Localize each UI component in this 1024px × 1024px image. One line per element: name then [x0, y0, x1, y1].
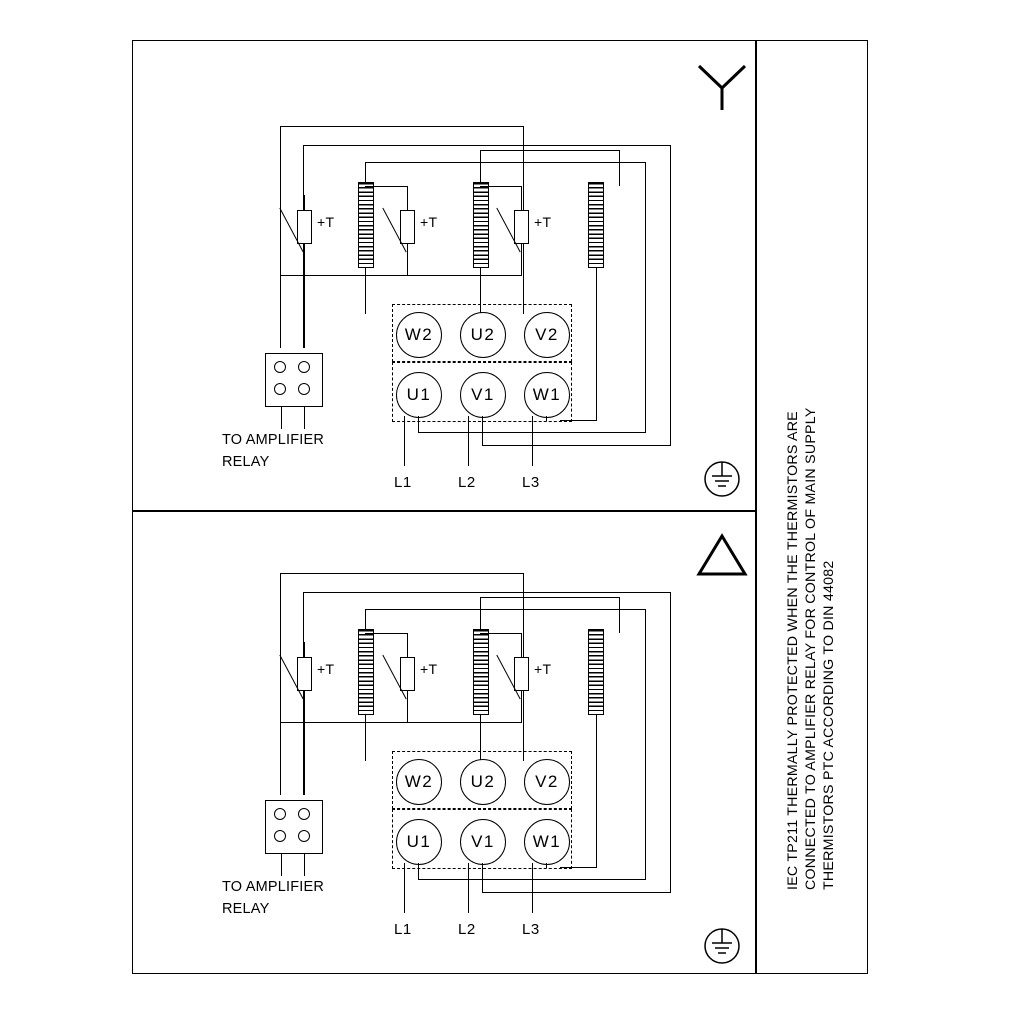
wire-top-outer-1 [280, 573, 524, 574]
thermistor-2 [400, 657, 415, 691]
wire-top-inner-1-v2 [645, 162, 646, 432]
wire-top-inner-1-v2 [645, 609, 646, 879]
connector-dot-2 [298, 361, 310, 373]
thermistor-3-bot-h [408, 722, 522, 723]
connector-lead-1 [281, 854, 282, 876]
amplifier-connector-box [265, 800, 323, 854]
wire-top-outer-2 [303, 145, 671, 146]
motor-coil-2 [473, 629, 489, 715]
amplifier-connector-box [265, 353, 323, 407]
thermistor-1-label: +T [317, 661, 335, 677]
terminal-u2: U2 [460, 759, 506, 805]
wire-top-inner-2 [480, 150, 620, 151]
connector-dot-1 [274, 808, 286, 820]
phase-l3-lead [532, 863, 533, 913]
thermistor-2-top [407, 186, 408, 211]
terminal-v1: V1 [460, 819, 506, 865]
wire-top-inner-2-v2 [619, 150, 620, 186]
thermistor-1 [297, 210, 312, 244]
connector-dot-1 [274, 361, 286, 373]
motor-coil-1 [358, 182, 374, 268]
phase-return-2-v [482, 416, 483, 446]
amplifier-label-line2: RELAY [222, 454, 270, 470]
phase-return-1 [418, 432, 646, 433]
thermistor-3-top [521, 186, 522, 211]
terminal-u1: U1 [396, 819, 442, 865]
phase-return-1-v [418, 863, 419, 880]
phase-return-3-v [546, 416, 547, 421]
thermistor-3-top-h [480, 633, 522, 634]
wire-top-inner-1 [365, 609, 646, 610]
thermistor-3-label: +T [534, 214, 552, 230]
motor-coil-1 [358, 629, 374, 715]
phase-label-l2: L2 [458, 474, 476, 491]
motor-coil-3 [588, 182, 604, 268]
thermistor-3 [514, 210, 529, 244]
phase-return-1 [418, 879, 646, 880]
thermistor-2 [400, 210, 415, 244]
earth-icon [700, 458, 744, 500]
phase-return-2-v [482, 863, 483, 893]
thermistor-2-bot [407, 243, 408, 275]
connector-dot-2 [298, 808, 310, 820]
terminal-v2: V2 [524, 312, 570, 358]
motor-coil-2 [473, 182, 489, 268]
phase-l1-lead [404, 863, 405, 913]
phase-label-l3: L3 [522, 474, 540, 491]
wire-top-outer-2-v2 [670, 592, 671, 892]
thermistor-3-label: +T [534, 661, 552, 677]
phase-label-l3: L3 [522, 921, 540, 938]
terminal-v1: V1 [460, 372, 506, 418]
phase-l2-lead [468, 416, 469, 466]
wire-top-inner-1 [365, 162, 646, 163]
note-line-3: THERMISTORS PTC ACCORDING TO DIN 44082 [821, 560, 837, 890]
phase-label-l1: L1 [394, 474, 412, 491]
thermistor-3-bot-h [408, 275, 522, 276]
thermistor-3-bot [521, 690, 522, 722]
thermistor-2-top-h [365, 633, 408, 634]
thermistor-1-bot [304, 690, 305, 795]
thermistor-1-top [304, 642, 305, 658]
terminal-v2: V2 [524, 759, 570, 805]
connector-dot-4 [298, 830, 310, 842]
thermistor-2-bot-h [281, 275, 408, 276]
motor-coil-3 [588, 629, 604, 715]
connector-lead-1 [281, 407, 282, 429]
wire-top-inner-2-v [480, 597, 481, 633]
terminal-u2: U2 [460, 312, 506, 358]
delta-symbol [696, 533, 748, 577]
terminal-w1: W1 [524, 372, 570, 418]
thermistor-2-label: +T [420, 661, 438, 677]
thermistor-1-bot [304, 243, 305, 348]
wire-top-outer-1-v [280, 126, 281, 348]
coil-3-lead [596, 268, 597, 420]
phase-label-l2: L2 [458, 921, 476, 938]
connector-lead-2 [304, 854, 305, 876]
thermistor-3-top-h [480, 186, 522, 187]
note-column-divider [755, 40, 757, 974]
connector-dot-4 [298, 383, 310, 395]
wire-top-outer-2-v2 [670, 145, 671, 445]
thermistor-2-top-h [365, 186, 408, 187]
coil-3-lead [596, 715, 597, 867]
connector-dot-3 [274, 383, 286, 395]
wire-top-inner-2-v [480, 150, 481, 186]
phase-return-3-v [546, 863, 547, 868]
wire-top-outer-2 [303, 592, 671, 593]
terminal-w2: W2 [396, 759, 442, 805]
panel-divider [132, 510, 755, 512]
thermistor-3-bot [521, 243, 522, 275]
phase-l2-lead [468, 863, 469, 913]
terminal-u1: U1 [396, 372, 442, 418]
connector-lead-2 [304, 407, 305, 429]
note-line-2: CONNECTED TO AMPLIFIER RELAY FOR CONTROL OF MAIN SUPPLY [803, 407, 819, 890]
phase-l1-lead [404, 416, 405, 466]
thermistor-3-top [521, 633, 522, 658]
thermistor-2-bot-h [281, 722, 408, 723]
wire-top-outer-1 [280, 126, 524, 127]
phase-return-2 [482, 892, 671, 893]
thermistor-2-top [407, 633, 408, 658]
thermistor-3 [514, 657, 529, 691]
wire-top-outer-1-v [280, 573, 281, 795]
amplifier-label-line1: TO AMPLIFIER [222, 432, 325, 448]
phase-l3-lead [532, 416, 533, 466]
phase-return-2 [482, 445, 671, 446]
note-line-1: IEC TP211 THERMALLY PROTECTED WHEN THE THERMISTORS ARE [785, 411, 801, 890]
connector-dot-3 [274, 830, 286, 842]
terminal-w2: W2 [396, 312, 442, 358]
amplifier-label-line1: TO AMPLIFIER [222, 879, 325, 895]
amplifier-label-line2: RELAY [222, 901, 270, 917]
thermistor-2-label: +T [420, 214, 438, 230]
wye-symbol [695, 62, 749, 112]
wire-top-inner-2-v2 [619, 597, 620, 633]
thermistor-1-top [304, 195, 305, 211]
wire-top-inner-2 [480, 597, 620, 598]
phase-label-l1: L1 [394, 921, 412, 938]
thermistor-1 [297, 657, 312, 691]
earth-icon [700, 925, 744, 967]
thermistor-2-bot [407, 690, 408, 722]
thermistor-1-label: +T [317, 214, 335, 230]
phase-return-1-v [418, 416, 419, 433]
terminal-w1: W1 [524, 819, 570, 865]
